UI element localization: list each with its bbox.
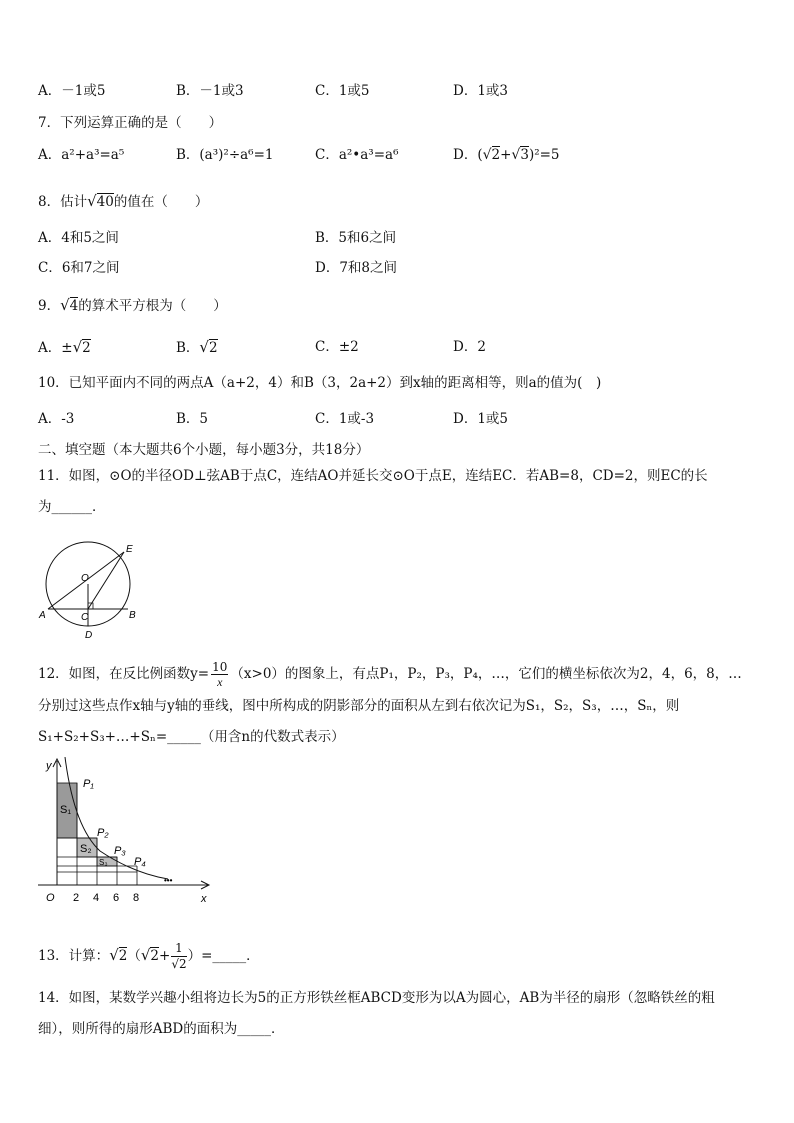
sqrt-icon: √ (511, 147, 521, 163)
sqrt-icon: √ (171, 957, 179, 971)
q11-line-1: 11．如图，⊙O的半径OD⊥弦AB于点C，连结AO并延长交⊙O于点E，连结EC．若AB=8，CD=2，则EC的长 (38, 468, 708, 484)
q9-option-d: D．2 (453, 339, 486, 355)
q9-option-c: C．±2 (315, 339, 359, 355)
label-e: E (126, 544, 133, 555)
q10-option-a: A．-3 (38, 411, 75, 427)
q9-a-radicand: 2 (82, 340, 91, 356)
q8-option-d: D．7和8之间 (315, 260, 398, 276)
q13-fraction-den-radicand: 2 (178, 957, 187, 971)
label-b: B (129, 610, 136, 621)
x-tick-label: 8 (133, 892, 140, 904)
label-c: C (81, 612, 89, 623)
label-d: D (85, 630, 93, 640)
point-label-p2: P₂ (97, 827, 109, 839)
hyperbola-curve (65, 757, 168, 879)
q14-line-1: 14．如图，某数学兴趣小组将边长为5的正方形铁丝框ABCD变形为以A为圆心，AB为半径的扇形（忽略铁丝的粗 (38, 990, 715, 1006)
sqrt-icon: √ (140, 946, 151, 964)
q12-fraction-numerator: 10 (212, 660, 228, 674)
q10-option-c: C．1或-3 (315, 411, 375, 427)
q8-radicand: 40 (96, 194, 114, 210)
point-label-p3: P₃ (114, 845, 126, 857)
q7-option-b: B．(a³)²÷a⁶=1 (176, 147, 274, 163)
q8-option-a: A．4和5之间 (38, 230, 119, 246)
q7-stem: 7．下列运算正确的是（ ） (38, 115, 223, 131)
y-axis-label: y (46, 760, 52, 772)
sqrt-icon: √ (87, 192, 97, 210)
q9-radicand: 4 (69, 298, 79, 314)
region-label-s3: S₃ (99, 858, 108, 867)
q13-plus: + (159, 948, 171, 964)
label-o: O (81, 573, 89, 584)
q13-fraction-denominator (171, 957, 186, 972)
q14-line-2: 细），则所得的扇形ABD的面积为_____． (38, 1021, 285, 1037)
q8-stem-prefix: 8．估计 (38, 194, 88, 210)
segment-ec (88, 552, 124, 609)
q7-option-d (453, 146, 560, 164)
x-tick-label: 2 (73, 892, 80, 904)
q9-stem-suffix: 的算术平方根为（ ） (78, 298, 227, 314)
q11-line-2: 为______． (38, 499, 106, 515)
point-label-p4: P₄ (134, 856, 146, 868)
q8-stem (38, 192, 208, 211)
q12-fraction (211, 660, 228, 689)
q8-option-b: B．5和6之间 (315, 230, 397, 246)
q9-stem-prefix: 9． (38, 298, 61, 314)
q9-b-radicand: 2 (208, 340, 218, 356)
x-tick-label: 4 (93, 892, 100, 904)
sqrt-icon: √ (482, 147, 492, 163)
q13-radicand-1: 2 (118, 948, 128, 964)
q12-line-1-suffix: （x>0）的图象上，有点P₁，P₂，P₃，P₄，…，它们的横坐标依次为2，4，6，8，… (230, 666, 742, 682)
point-label-p1: P₁ (83, 778, 94, 790)
q8-option-c: C．6和7之间 (38, 260, 120, 276)
q10-stem: 10．已知平面内不同的两点A（a+2，4）和B（3，2a+2）到x轴的距离相等，则a的值为( ) (38, 375, 602, 391)
section-heading: 二、填空题（本大题共6个小题，每小题3分，共18分） (38, 442, 370, 458)
q12-line-1 (38, 660, 742, 689)
q6-option-c: C．1或5 (315, 83, 370, 99)
q12-line-1-prefix: 12．如图，在反比例函数y= (38, 666, 210, 682)
q9-option-a (38, 338, 91, 357)
q6-option-a: A．－1或5 (38, 83, 106, 99)
region-label-s1: S₁ (60, 804, 72, 816)
sqrt-icon: √ (109, 946, 119, 964)
label-a: A (39, 610, 46, 621)
q9-stem (38, 296, 227, 315)
q11-circle-figure (38, 540, 148, 640)
q12-line-2: 分别过这些点作x轴与y轴的垂线，图中所构成的阴影部分的面积从左到右依次记为S₁，S₂，S₃，…，Sₙ，则 (38, 698, 680, 714)
q9-a-prefix: A．± (38, 340, 73, 356)
q7-d-prefix: D．( (453, 147, 483, 163)
q13-radicand-2: 2 (150, 948, 159, 964)
q12-line-3: S₁+S₂+S₃+…+Sₙ=_____（用含n的代数式表示） (38, 729, 345, 745)
ellipsis-dots: ••• (164, 876, 173, 885)
x-axis-label: x (201, 893, 207, 905)
q10-option-b: B．5 (176, 411, 209, 427)
sqrt-icon: √ (72, 338, 83, 356)
q9-option-b (176, 338, 218, 357)
q13-expression (38, 941, 260, 972)
q8-stem-suffix: 的值在（ ） (113, 194, 209, 210)
sqrt-icon: √ (199, 338, 209, 356)
q13-fraction (171, 941, 186, 972)
q7-option-c: C．a²•a³=a⁶ (315, 147, 399, 163)
q13-fraction-numerator: 1 (171, 941, 186, 957)
q7-d-plus: + (500, 147, 512, 163)
q6-option-d: D．1或3 (453, 83, 509, 99)
q7-d-radicand-2: 3 (520, 147, 529, 163)
region-label-s2: S₂ (80, 843, 92, 855)
q13-suffix: ）=_____． (187, 948, 260, 964)
x-tick-label: 6 (113, 892, 120, 904)
sqrt-icon: √ (60, 296, 70, 314)
q12-hyperbola-figure (38, 757, 218, 907)
q13-open-paren: （ (127, 948, 141, 964)
q7-d-radicand-1: 2 (491, 147, 501, 163)
q10-option-d: D．1或5 (453, 411, 509, 427)
q12-fraction-denominator: x (217, 675, 223, 689)
q6-option-b: B．－1或3 (176, 83, 244, 99)
q7-option-a: A．a²+a³=a⁵ (38, 147, 125, 163)
q7-d-suffix: )²=5 (528, 147, 560, 163)
q9-b-prefix: B． (176, 340, 200, 356)
origin-label: O (46, 892, 55, 904)
q13-prefix: 13．计算： (38, 948, 110, 964)
